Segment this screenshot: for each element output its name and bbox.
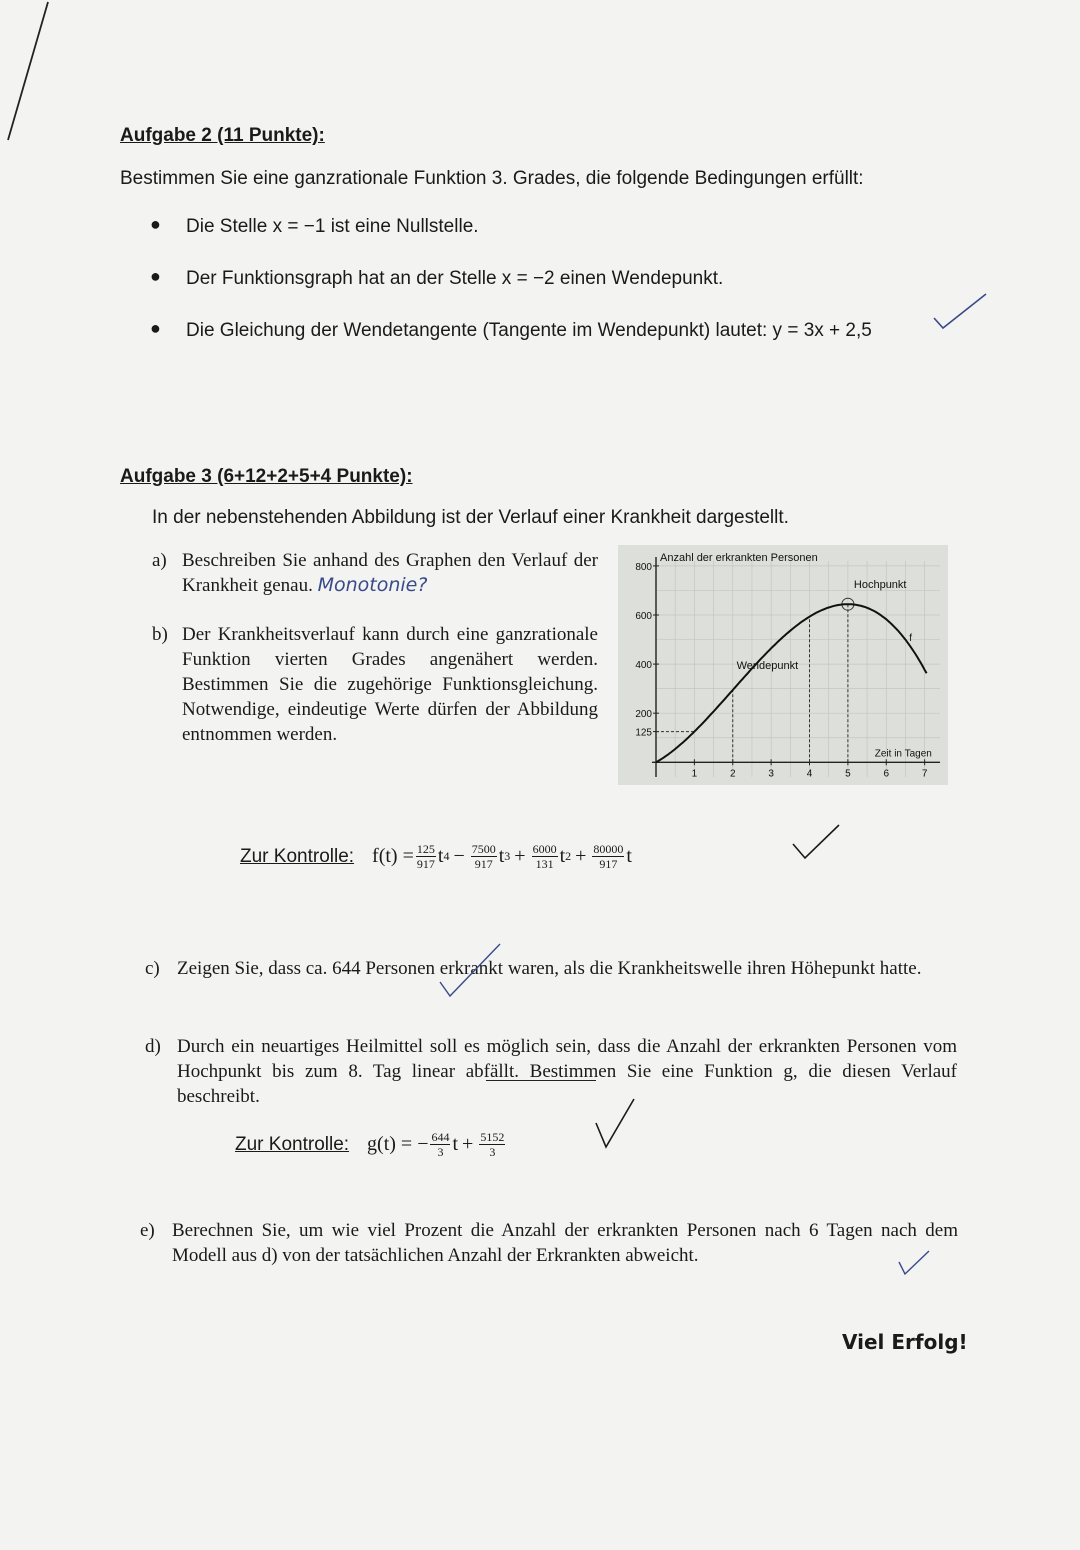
- annotation-hochpunkt: Hochpunkt: [853, 579, 907, 592]
- task3-b-text: Der Krankheitsverlauf kann durch eine ganzrationale Funktion vierten Grades angenähert werden. Bestimmen Sie die zugehörige Funktionsgleichung. Notwendige, eindeutige Werte dürfen der Abbildung entnommen werden.: [182, 624, 598, 745]
- f-var-3: t: [559, 845, 566, 867]
- y-tick-label: 200: [635, 709, 652, 721]
- task3-a-text: [182, 548, 598, 598]
- f-op-2: +: [514, 845, 526, 867]
- task2-bullet-3: Die Gleichung der Wendetangente (Tangente im Wendepunkt) lautet: y = 3x + 2,5: [186, 320, 872, 341]
- y-tick-label: 400: [635, 660, 652, 672]
- disease-chart: [618, 545, 948, 785]
- x-tick-label: 5: [845, 768, 851, 780]
- task3-b-label: b): [152, 624, 168, 645]
- checkmark-icon: [930, 290, 990, 335]
- f-op-3: +: [575, 845, 587, 867]
- x-tick-label: 3: [768, 768, 774, 780]
- g-lhs: g(t) = −: [367, 1133, 429, 1155]
- kontrolle-label: Zur Kontrolle:: [240, 845, 355, 867]
- f-exp-2: 3: [504, 849, 511, 863]
- g-formula: [235, 1130, 507, 1159]
- series-label-f: f: [909, 632, 913, 644]
- task3-d-label: d): [145, 1036, 161, 1057]
- x-tick-label: 7: [921, 768, 928, 780]
- task3-heading: Aufgabe 3 (6+12+2+5+4 Punkte):: [120, 466, 413, 487]
- annotation-wendepunkt: Wendepunkt: [736, 660, 799, 673]
- f-formula: [240, 842, 632, 871]
- f-frac-3: $\frac{6000}{131}$: [532, 842, 557, 871]
- task3-a-body: Beschreiben Sie anhand des Graphen den Verlauf der Krankheit genau.: [182, 550, 598, 596]
- f-exp-3: 2: [565, 849, 572, 863]
- f-var-4: t: [626, 845, 632, 867]
- y-tick-label: 125: [635, 727, 652, 739]
- f-exp-1: 4: [443, 849, 450, 863]
- f-var-1: t: [437, 845, 444, 867]
- y-axis-label: Anzahl der erkrankten Personen: [660, 552, 818, 564]
- f-frac-4: $\frac{80000}{917}$: [593, 842, 624, 871]
- task3-e-label: e): [140, 1220, 155, 1241]
- checkmark-icon: [896, 1248, 932, 1278]
- task3-c-text: Zeigen Sie, dass ca. 644 Personen erkrankt waren, als die Krankheitswelle ihren Höhepunkt hatte.: [177, 958, 922, 979]
- x-tick-label: 2: [729, 768, 736, 780]
- x-tick-label: 4: [806, 768, 813, 780]
- task2-intro: Bestimmen Sie eine ganzrationale Funktion 3. Grades, die folgende Bedingungen erfüllt:: [120, 168, 864, 189]
- x-tick-label: 1: [691, 768, 698, 780]
- task2-bullet-2: Der Funktionsgraph hat an der Stelle x = −2 einen Wendepunkt.: [186, 268, 724, 289]
- task3-intro: In der nebenstehenden Abbildung ist der Verlauf einer Krankheit dargestellt.: [152, 507, 789, 528]
- bullet-dot: ●: [150, 214, 161, 234]
- f-op-1: −: [453, 845, 465, 867]
- pen-stroke: [0, 0, 60, 150]
- bullet-dot: ●: [150, 318, 161, 338]
- bullet-dot: ●: [150, 266, 161, 286]
- kontrolle-label-2: Zur Kontrolle:: [235, 1133, 350, 1155]
- task3-d-text: Durch ein neuartiges Heilmittel soll es möglich sein, dass die Anzahl der erkrankten Personen vom Hochpunkt bis zum 8. Tag linear abfällt. Bestimmen Sie eine Funktion g, die diesen Verlauf beschreibt.: [177, 1036, 957, 1107]
- f-var-2: t: [498, 845, 505, 867]
- task2-heading: Aufgabe 2 (11 Punkte):: [120, 125, 325, 146]
- f-frac-1: $\frac{125}{917}$: [416, 842, 435, 871]
- closing-text: Viel Erfolg!: [842, 1330, 968, 1354]
- y-tick-label: 600: [635, 611, 652, 622]
- checkmark-icon: [434, 940, 504, 1000]
- task3-a-note: Monotonie?: [317, 574, 428, 596]
- checkmark-icon: [790, 822, 842, 864]
- task3-e-text: Berechnen Sie, um wie viel Prozent die Anzahl der erkrankten Personen nach 6 Tagen nach dem Modell aus d) von der tatsächlichen Anzahl der Erkrankten abweicht.: [172, 1220, 958, 1266]
- f-lhs: f(t) =: [372, 845, 414, 867]
- task3-c-label: c): [145, 958, 160, 979]
- x-tick-label: 6: [883, 768, 890, 780]
- underline-mark: [486, 1080, 596, 1081]
- task2-bullet-1: Die Stelle x = −1 ist eine Nullstelle.: [186, 216, 479, 237]
- x-axis-label: Zeit in Tagen: [874, 748, 932, 760]
- g-var-1: t: [452, 1133, 459, 1155]
- g-frac-2: $\frac{5152}{3}$: [480, 1130, 505, 1159]
- y-tick-label: 800: [635, 561, 652, 573]
- g-op-1: +: [462, 1133, 474, 1155]
- task3-a-label: a): [152, 550, 167, 571]
- f-frac-2: $\frac{7500}{917}$: [471, 842, 496, 871]
- g-frac-1: $\frac{644}{3}$: [431, 1130, 450, 1159]
- checkmark-icon: [592, 1095, 638, 1153]
